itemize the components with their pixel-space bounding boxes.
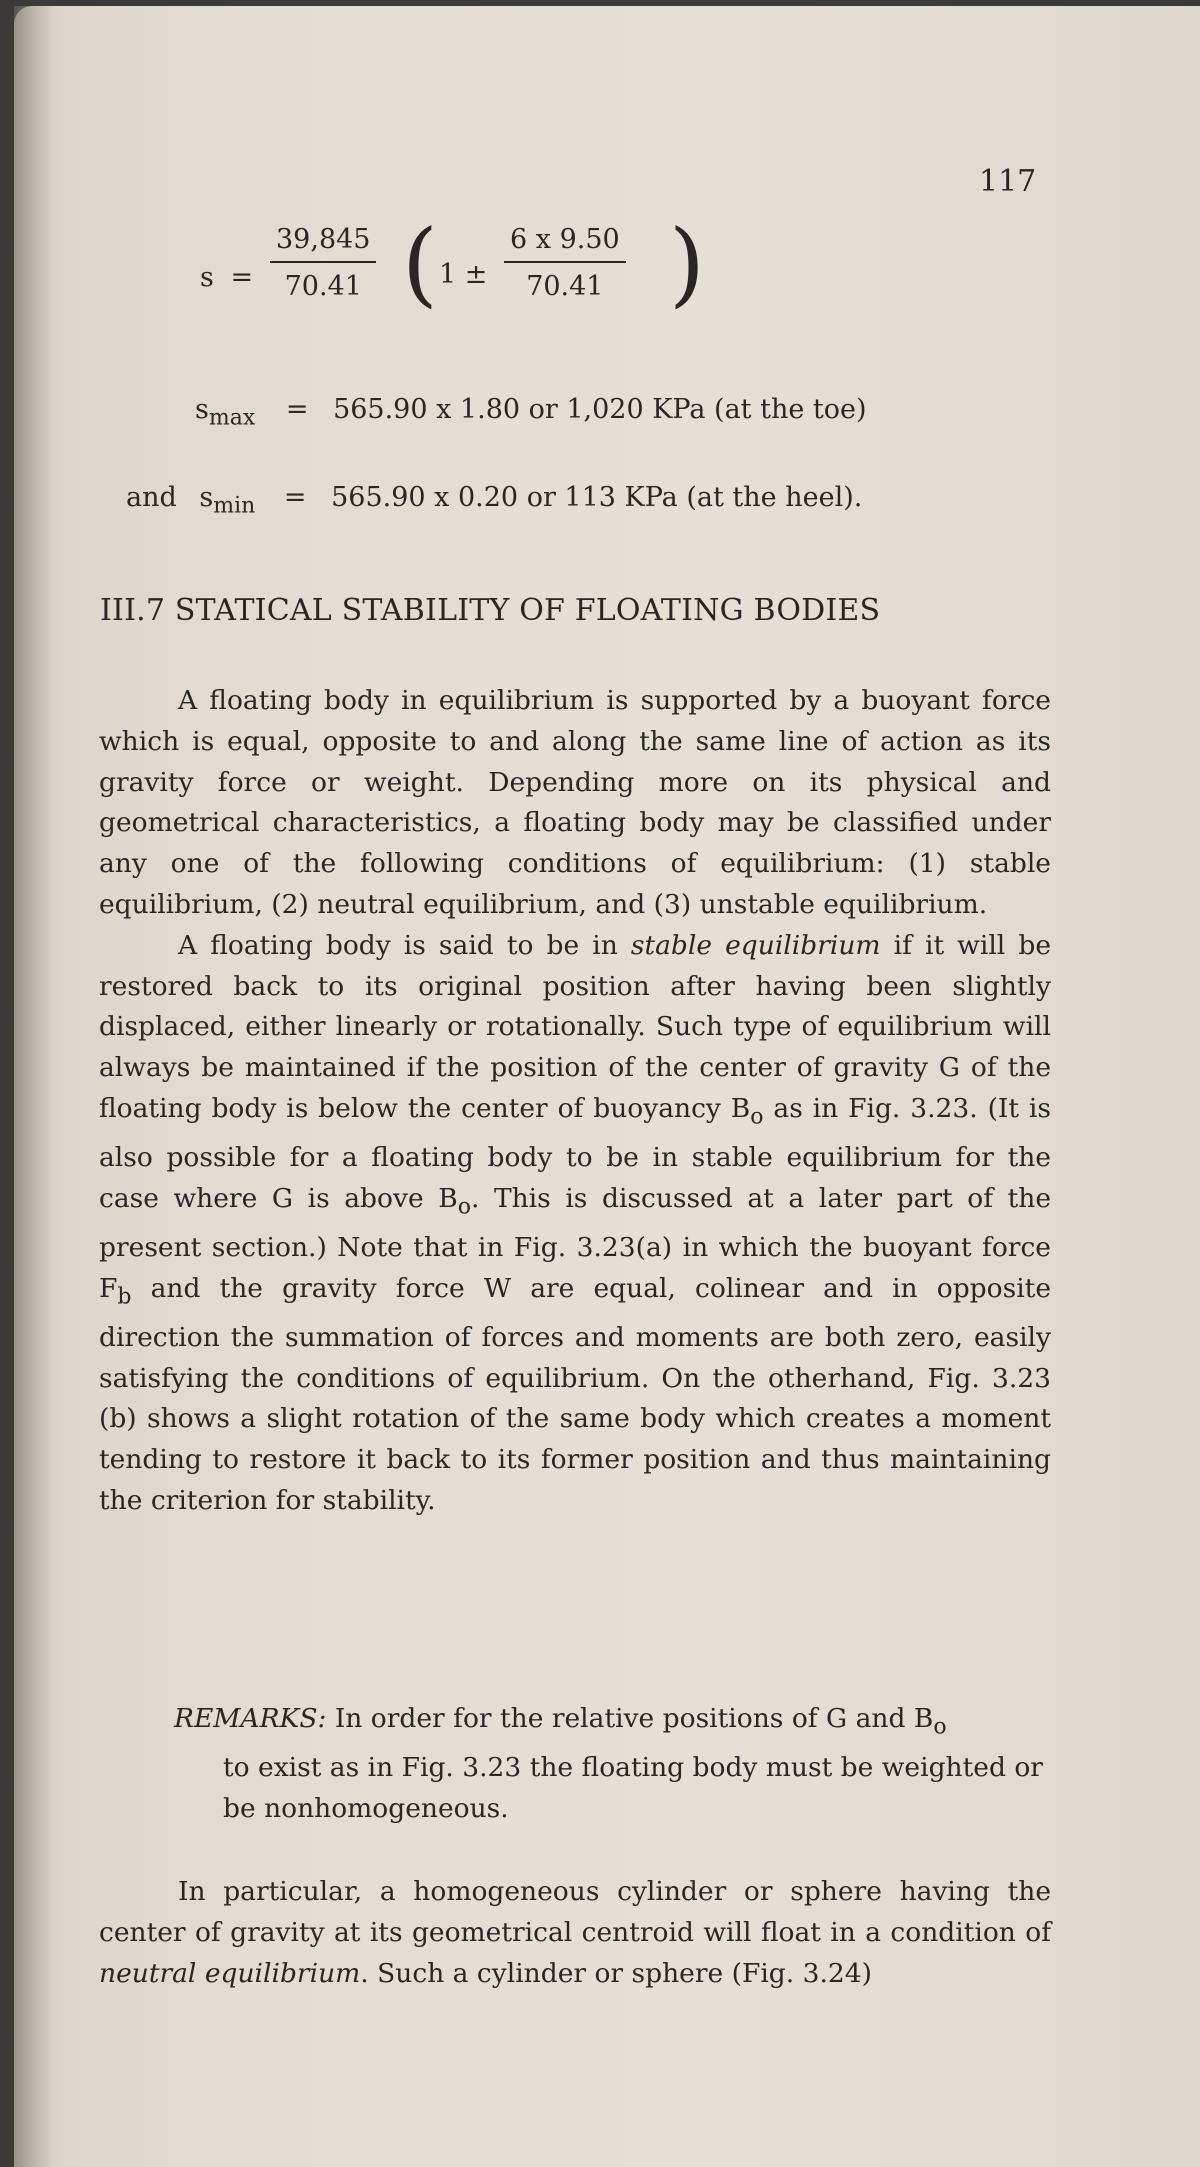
smax-symbol: s (195, 394, 209, 425)
paragraph-1: A floating body in equilibrium is supported by a buoyant force which is equal, opposite to and along the same line of action as its gravity force or weight. Depending more on its physical and geometrical characteristics, a floating body may be classified under any one of the following conditions of equilibrium: (1) stable equilibrium, (2) neutral equilibrium, and (3) unstable equilibrium. (99, 685, 1051, 920)
fraction-2-denominator: 70.41 (526, 271, 604, 302)
fraction-2 (504, 224, 626, 302)
body-text (99, 681, 1051, 1522)
smax-equation: $s_{max} = 565.90$ x 1.80 or 1,020 KPa (at the toe) (195, 394, 867, 431)
smax-value: 565.90 x 1.80 or 1,020 KPa (at the toe) (333, 394, 867, 425)
page-number: 117 (979, 164, 1037, 199)
remarks-continuation: to exist as in Fig. 3.23 the floating body must be weighted or be nonhomogeneous. (223, 1752, 1043, 1824)
book-page (14, 6, 1200, 2167)
fraction-1-numerator: 39,845 (270, 224, 376, 263)
and-label: and (126, 482, 177, 513)
smax-subscript: max (208, 405, 256, 431)
fraction-1-denominator: 70.41 (284, 271, 362, 302)
paragraph-2: A floating body is said to be in stable equilibrium if it will be restored back to its original position after having been slightly displaced, either linearly or rotationally. Such type of equilibrium will always be maintained if the position of the center of gravity G of the floating body is below the center of buoyancy $B_o$ as in Fig. 3.23. (It is also possible for a floating body to be in stable equilibrium for the case where G is above $B_o$. This is discussed at a later part of the present section.) Note that in Fig. 3.23(a) in which the buoyant force $F_b$ and the gravity force W are equal, colinear and in opposite direction the summation of forces and moments are both zero, easily satisfying the conditions of equilibrium. On the otherhand, Fig. 3.23 (b) shows a slight rotation of the same body which creates a moment tending to restore it back to its former position and thus maintaining the criterion for stability. (99, 929, 1051, 1517)
one-plus-minus: 1 ± (439, 259, 488, 290)
remarks-block: REMARKS: In order for the relative positions of G and $B_o$ to exist as in Fig. 3.23 the floating body must be weighted or be nonhomogeneous. (174, 1699, 1054, 1830)
smin-value: 565.90 x 0.20 or 113 KPa (at the heel). (331, 482, 863, 513)
page-gutter (14, 6, 54, 2167)
fraction-2-numerator: 6 x 9.50 (504, 224, 626, 263)
smin-symbol: s (199, 482, 214, 513)
remarks-label: REMARKS: (174, 1703, 327, 1734)
left-parenthesis: ( (402, 210, 438, 317)
smin-subscript: min (213, 493, 256, 519)
right-parenthesis: ) (669, 210, 705, 317)
paragraph-3: In particular, a homogeneous cylinder or sphere having the center of gravity at its geometrical centroid will float in a condition of neutral equilibrium. Such a cylinder or sphere (Fig. 3.24) (99, 1876, 1051, 1989)
body-text-continued (99, 1872, 1051, 1994)
smin-equation: and $s_{min} = 565.90$ x 0.20 or 113 KPa (at the heel). (126, 482, 863, 519)
section-heading: III.7 STATICAL STABILITY OF FLOATING BODIES (100, 593, 881, 628)
fraction-1 (270, 224, 376, 302)
equation-s-symbol: s = (200, 262, 254, 293)
